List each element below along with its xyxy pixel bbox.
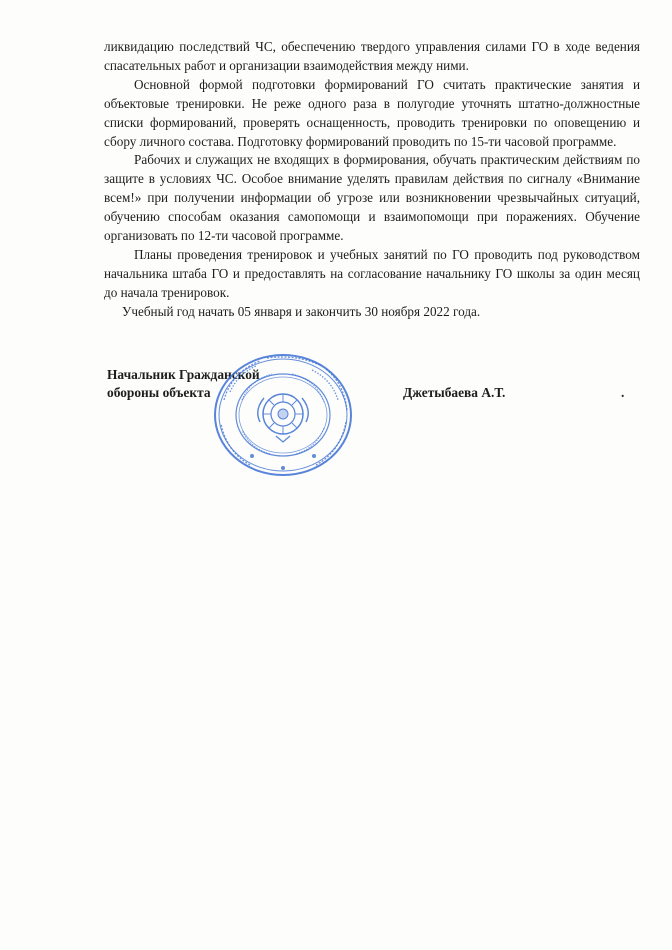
paragraph-5: Учебный год начать 05 января и закончить 30 ноября 2022 года. — [122, 303, 481, 319]
official-seal-stamp — [212, 352, 354, 478]
paragraph-3: Рабочих и служащих не входящих в формирования, обучать практическим действиям по защите в условиях ЧС. Особое внимание уделять правилам действия по сигналу «Внимание всем!» при получении информации об угрозе или возникновении чрезвычайных ситуаций, обучению способам оказания самопомощи и взаимопомощи при поражениях. Обучение организовать по 12-ти часовой программе. — [104, 152, 640, 244]
signature-title-line1: Начальник Гражданской — [107, 367, 260, 382]
signature-trailing-mark: . — [621, 385, 625, 400]
signature-title-line2: обороны объекта — [107, 385, 211, 400]
signatory-name: Джетыбаева А.Т. — [403, 385, 506, 400]
paragraph-4: Планы проведения тренировок и учебных занятий по ГО проводить под руководством начальника штаба ГО и предоставлять на согласование начальнику ГО школы за один месяц до начала тренировок. — [104, 246, 640, 300]
emblem-icon — [258, 394, 309, 442]
paragraph-2: Основной формой подготовки формирований ГО считать практические занятия и объектовые тренировки. Не реже одного раза в полугодие уточнять штатно-должностные списки формирований, проверять оснащенность, проводить тренировки по оповещению и сбору личного состава. Подготовку формирований проводить по 15-ти часовой программе. — [104, 76, 640, 149]
paragraph-1: ликвидацию последствий ЧС, обеспечению твердого управления силами ГО в ходе ведения спасательных работ и организации взаимодействия между ними. — [104, 39, 640, 73]
signature-block — [107, 366, 637, 406]
document-body — [104, 38, 640, 322]
